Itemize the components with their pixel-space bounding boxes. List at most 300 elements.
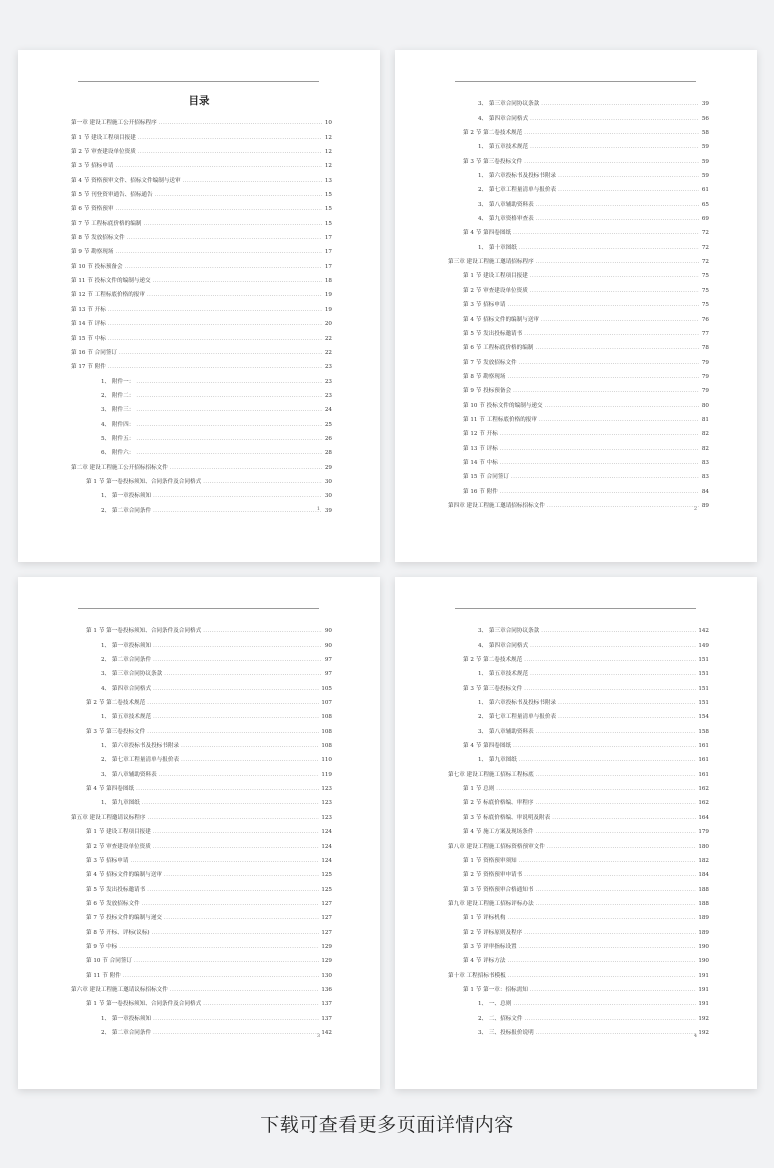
toc-entry[interactable] <box>448 480 709 494</box>
toc-entry-label: 第 3 节 资格预审合格通知书 <box>463 886 534 893</box>
toc-entry[interactable] <box>71 356 332 370</box>
toc-entry-label: 第 2 节 标底价格编、审程序 <box>463 800 534 807</box>
toc-entry-page: 82 <box>701 445 709 452</box>
toc-entry[interactable] <box>448 864 709 878</box>
toc-entry-label: 第 1 节 总则 <box>463 786 495 793</box>
toc-entry-label: 第 2 节 审查建设单位资质 <box>86 843 151 850</box>
toc-entry[interactable] <box>71 241 332 255</box>
toc-entry-label: 第八章 建设工程施工招标资格预审文件 <box>448 843 545 850</box>
toc-entry-label: 6、 附件六： <box>101 450 135 457</box>
toc-dot-leader <box>164 872 319 878</box>
toc-entry-label: 第 12 节 开标 <box>463 431 498 438</box>
toc-entry[interactable] <box>71 141 332 155</box>
toc-dot-leader <box>508 973 697 979</box>
toc-title: 目录 <box>188 95 210 107</box>
toc-entry-label: 第 2 节 审查建设单位资质 <box>463 287 528 294</box>
toc-entry[interactable] <box>448 179 709 193</box>
toc-dot-leader <box>536 901 697 907</box>
toc-entry[interactable] <box>71 499 332 513</box>
toc-entry[interactable] <box>71 950 332 964</box>
toc-entry-page: 59 <box>701 144 709 151</box>
toc-dot-leader <box>535 829 696 835</box>
toc-entry-page: 18 <box>324 278 332 285</box>
toc-entry[interactable] <box>448 907 709 921</box>
toc-entry-page: 24 <box>324 407 332 414</box>
toc-entry[interactable] <box>71 413 332 427</box>
toc-dot-leader <box>500 489 699 495</box>
toc-entry[interactable] <box>71 1022 332 1036</box>
toc-dot-leader <box>203 628 322 634</box>
toc-entry-label: 4、 第四章合同格式 <box>101 685 152 692</box>
toc-dot-leader <box>164 671 322 677</box>
toc-entry[interactable] <box>71 921 332 935</box>
toc-entry[interactable] <box>71 471 332 485</box>
toc-entry-page: 22 <box>324 335 332 342</box>
toc-entry[interactable] <box>448 150 709 164</box>
toc-entry[interactable] <box>448 806 709 820</box>
toc-entry-label: 第 4 节 第四卷图纸 <box>463 743 512 750</box>
toc-dot-leader <box>143 221 322 227</box>
toc-entry[interactable] <box>71 270 332 284</box>
toc-entry-label: 3、 第三章合同协议条款 <box>478 628 540 635</box>
toc-entry[interactable] <box>71 706 332 720</box>
toc-dot-leader <box>530 643 696 649</box>
toc-entry[interactable] <box>448 792 709 806</box>
toc-dot-leader <box>203 1001 319 1007</box>
toc-entry[interactable] <box>448 165 709 179</box>
toc-entry-label: 1、 第六章投标书及投标书附录 <box>478 700 557 707</box>
document-page <box>395 50 757 562</box>
toc-entry-page: 184 <box>698 872 709 879</box>
toc-dot-leader <box>524 872 696 878</box>
toc-entry[interactable] <box>71 485 332 499</box>
toc-entry-page: 136 <box>321 986 332 993</box>
toc-entry[interactable] <box>71 428 332 442</box>
toc-entry[interactable] <box>448 208 709 222</box>
toc-entry-label: 1、 第六章投标书及投标书附录 <box>101 743 180 750</box>
toc-entry-label: 第 4 节 招标文件的编制与送审 <box>463 316 540 323</box>
toc-entry[interactable] <box>448 394 709 408</box>
toc-entry[interactable] <box>448 251 709 265</box>
toc-entry[interactable] <box>71 634 332 648</box>
toc-entry-page: 12 <box>324 163 332 170</box>
toc-entry[interactable] <box>448 122 709 136</box>
toc-entry-label: 1、 第九章图纸 <box>478 757 517 764</box>
toc-entry[interactable] <box>448 437 709 451</box>
toc-entry[interactable] <box>448 279 709 293</box>
toc-entry[interactable] <box>71 284 332 298</box>
toc-entry-label: 4、 第九章资格审查表 <box>478 216 534 223</box>
toc-list <box>448 93 709 509</box>
toc-entry[interactable] <box>71 993 332 1007</box>
toc-entry[interactable] <box>448 1007 709 1021</box>
toc-entry-page: 107 <box>321 700 332 707</box>
toc-dot-leader <box>119 944 319 950</box>
toc-entry[interactable] <box>71 212 332 226</box>
toc-entry-page: 22 <box>324 349 332 356</box>
toc-entry[interactable] <box>448 93 709 107</box>
toc-entry[interactable] <box>448 893 709 907</box>
toc-dot-leader <box>535 800 696 806</box>
toc-entry[interactable] <box>448 236 709 250</box>
toc-dot-leader <box>159 772 320 778</box>
toc-dot-leader <box>536 772 697 778</box>
toc-entry[interactable] <box>448 720 709 734</box>
toc-entry-page: 110 <box>321 757 332 764</box>
toc-entry[interactable] <box>448 634 709 648</box>
toc-entry-label: 第 1 节 建设工程项目报建 <box>463 273 528 280</box>
toc-entry[interactable] <box>71 456 332 470</box>
toc-entry[interactable] <box>71 442 332 456</box>
toc-dot-leader <box>152 930 320 936</box>
toc-dot-leader <box>134 958 319 964</box>
toc-entry[interactable] <box>71 835 332 849</box>
toc-entry-label: 第二章 建设工程施工公开招标招标文件 <box>71 464 168 471</box>
toc-entry[interactable] <box>448 835 709 849</box>
toc-entry-page: 90 <box>324 628 332 635</box>
toc-entry[interactable] <box>71 184 332 198</box>
toc-entry-label: 2、 第二章合同条件 <box>101 657 152 664</box>
toc-dot-leader <box>153 714 319 720</box>
toc-entry[interactable] <box>448 964 709 978</box>
toc-entry-page: 19 <box>324 292 332 299</box>
toc-entry[interactable] <box>448 979 709 993</box>
toc-entry-page: 78 <box>701 345 709 352</box>
toc-entry-page: 29 <box>324 464 332 471</box>
toc-entry[interactable] <box>448 337 709 351</box>
toc-entry[interactable] <box>448 620 709 634</box>
toc-entry[interactable] <box>448 409 709 423</box>
toc-entry-label: 第 3 节 第三卷投标文件 <box>86 728 146 735</box>
toc-entry[interactable] <box>71 964 332 978</box>
toc-entry-page: 75 <box>701 287 709 294</box>
toc-entry[interactable] <box>448 763 709 777</box>
toc-entry-label: 第 1 节 资格预审须知 <box>463 857 517 864</box>
toc-dot-leader <box>558 173 699 179</box>
toc-entry[interactable] <box>448 649 709 663</box>
toc-dot-leader <box>541 628 696 634</box>
toc-entry-page: 108 <box>321 743 332 750</box>
toc-dot-leader <box>536 1030 697 1036</box>
toc-entry-label: 第 1 节 建设工程项目报建 <box>86 829 151 836</box>
toc-entry-page: 97 <box>324 657 332 664</box>
toc-entry-page: 75 <box>701 273 709 280</box>
toc-entry-label: 2、 第七章工程量清单与报价表 <box>478 187 557 194</box>
toc-dot-leader <box>513 388 699 394</box>
toc-entry-page: 83 <box>701 459 709 466</box>
toc-entry[interactable] <box>71 227 332 241</box>
toc-entry-page: 72 <box>701 244 709 251</box>
toc-dot-leader <box>153 493 322 499</box>
toc-entry-label: 第 9 节 中标 <box>86 943 118 950</box>
toc-entry-page: 65 <box>701 201 709 208</box>
toc-dot-leader <box>115 249 322 255</box>
toc-entry[interactable] <box>71 255 332 269</box>
toc-entry-page: 23 <box>324 364 332 371</box>
toc-entry-label: 第九章 建设工程施工招标评标办法 <box>448 900 534 907</box>
toc-entry-label: 4、 附件四： <box>101 421 135 428</box>
toc-entry[interactable] <box>448 778 709 792</box>
toc-entry[interactable] <box>71 169 332 183</box>
toc-entry[interactable] <box>71 327 332 341</box>
toc-entry-label: 1、 第一章投标须知 <box>101 642 152 649</box>
toc-dot-leader <box>136 786 319 792</box>
toc-entry[interactable] <box>71 649 332 663</box>
toc-entry-label: 第 5 节 刊登资审通告、招标通告 <box>71 192 153 199</box>
toc-entry[interactable] <box>71 198 332 212</box>
toc-entry-label: 2、 二、招标文件 <box>478 1015 523 1022</box>
toc-entry-label: 第 5 节 发出投标邀请书 <box>463 330 523 337</box>
toc-dot-leader <box>511 474 699 480</box>
toc-entry[interactable] <box>71 663 332 677</box>
toc-entry-page: 180 <box>698 843 709 850</box>
toc-entry[interactable] <box>448 850 709 864</box>
toc-dot-leader <box>524 130 699 136</box>
toc-dot-leader <box>147 700 319 706</box>
toc-entry[interactable] <box>71 778 332 792</box>
toc-dot-leader <box>558 187 699 193</box>
toc-entry[interactable] <box>448 663 709 677</box>
toc-entry[interactable] <box>448 308 709 322</box>
toc-entry[interactable] <box>71 735 332 749</box>
toc-entry[interactable] <box>71 792 332 806</box>
page-number: 1 <box>316 506 320 512</box>
toc-entry[interactable] <box>71 112 332 126</box>
toc-dot-leader <box>536 202 699 208</box>
toc-entry-label: 第 7 节 发放招标文件 <box>463 359 517 366</box>
toc-entry-label: 第 1 节 第一卷投标须知、合同条件及合同格式 <box>86 628 202 635</box>
toc-entry[interactable] <box>448 921 709 935</box>
toc-entry[interactable] <box>71 936 332 950</box>
toc-entry-page: 151 <box>698 671 709 678</box>
toc-entry[interactable] <box>71 313 332 327</box>
toc-entry[interactable] <box>448 706 709 720</box>
toc-entry[interactable] <box>71 1007 332 1021</box>
toc-entry-label: 第 9 节 投标预备会 <box>463 388 512 395</box>
toc-dot-leader <box>153 657 322 663</box>
toc-entry-label: 第一章 建设工程施工公开招标程序 <box>71 120 157 127</box>
toc-dot-leader <box>147 292 322 298</box>
toc-entry[interactable] <box>448 366 709 380</box>
toc-entry[interactable] <box>71 126 332 140</box>
toc-entry-page: 108 <box>321 714 332 721</box>
toc-dot-leader <box>123 973 319 979</box>
toc-entry[interactable] <box>448 265 709 279</box>
toc-entry[interactable] <box>71 979 332 993</box>
toc-dot-leader <box>558 714 696 720</box>
toc-entry-page: 72 <box>701 230 709 237</box>
toc-entry[interactable] <box>71 806 332 820</box>
toc-dot-leader <box>108 321 322 327</box>
toc-dot-leader <box>552 815 696 821</box>
toc-dot-leader <box>500 431 699 437</box>
toc-entry-page: 79 <box>701 359 709 366</box>
toc-entry[interactable] <box>448 950 709 964</box>
toc-entry-page: 20 <box>324 321 332 328</box>
toc-entry-page: 188 <box>698 900 709 907</box>
toc-dot-leader <box>127 235 322 241</box>
toc-entry-page: 30 <box>324 493 332 500</box>
toc-entry-label: 第 11 节 投标文件的编制与递交 <box>71 278 151 285</box>
toc-dot-leader <box>136 379 322 385</box>
toc-entry-page: 82 <box>701 431 709 438</box>
toc-dot-leader <box>142 901 320 907</box>
toc-entry[interactable] <box>71 370 332 384</box>
toc-entry-page: 25 <box>324 421 332 428</box>
toc-dot-leader <box>500 446 699 452</box>
toc-entry-label: 第 13 节 评标 <box>463 445 498 452</box>
toc-entry-page: 123 <box>321 814 332 821</box>
toc-entry[interactable] <box>448 351 709 365</box>
toc-entry[interactable] <box>448 735 709 749</box>
toc-dot-leader <box>153 1030 319 1036</box>
toc-entry[interactable] <box>71 749 332 763</box>
toc-entry[interactable] <box>71 907 332 921</box>
toc-dot-leader <box>148 815 320 821</box>
toc-entry-label: 4、 第四章合同格式 <box>478 115 529 122</box>
toc-entry-page: 23 <box>324 378 332 385</box>
download-caption: 下载可查看更多页面详情内容 <box>260 1114 514 1136</box>
toc-entry[interactable] <box>448 136 709 150</box>
toc-entry-label: 第 13 节 开标 <box>71 306 106 313</box>
toc-entry[interactable] <box>71 620 332 634</box>
toc-list <box>448 620 709 1036</box>
toc-dot-leader <box>153 278 322 284</box>
toc-dot-leader <box>170 465 322 471</box>
toc-dot-leader <box>136 436 322 442</box>
toc-entry-page: 56 <box>701 115 709 122</box>
toc-entry[interactable] <box>71 893 332 907</box>
toc-dot-leader <box>125 264 322 270</box>
toc-entry[interactable] <box>448 692 709 706</box>
toc-entry[interactable] <box>448 1022 709 1036</box>
toc-entry-label: 第 3 节 招标申请 <box>71 163 114 170</box>
toc-entry-label: 2、 第二章合同条件 <box>101 1029 152 1036</box>
toc-dot-leader <box>507 915 696 921</box>
toc-entry[interactable] <box>71 864 332 878</box>
toc-entry-label: 第 4 节 招标文件的编制与送审 <box>86 872 163 879</box>
toc-entry-label: 第十章 工程招标书模板 <box>448 972 506 979</box>
toc-dot-leader <box>147 729 319 735</box>
toc-dot-leader <box>535 345 699 351</box>
toc-entry-page: 151 <box>698 700 709 707</box>
toc-entry-page: 61 <box>701 187 709 194</box>
toc-entry[interactable] <box>71 298 332 312</box>
toc-entry[interactable] <box>448 107 709 121</box>
toc-entry[interactable] <box>71 692 332 706</box>
toc-dot-leader <box>147 887 319 893</box>
toc-entry-page: 142 <box>321 1029 332 1036</box>
toc-entry[interactable] <box>448 677 709 691</box>
toc-entry-page: 192 <box>698 1029 709 1036</box>
toc-entry[interactable] <box>448 452 709 466</box>
toc-entry[interactable] <box>448 380 709 394</box>
toc-entry[interactable] <box>448 495 709 509</box>
toc-entry-page: 23 <box>324 392 332 399</box>
toc-entry-label: 第 4 节 第四卷图纸 <box>86 786 135 793</box>
toc-entry[interactable] <box>448 936 709 950</box>
toc-entry-page: 190 <box>698 943 709 950</box>
toc-entry-page: 191 <box>698 1001 709 1008</box>
toc-entry[interactable] <box>448 749 709 763</box>
toc-entry-label: 第 16 节 附件 <box>463 488 498 495</box>
toc-dot-leader <box>159 120 322 126</box>
toc-entry-page: 72 <box>701 259 709 266</box>
toc-dot-leader <box>108 364 322 370</box>
toc-entry[interactable] <box>71 155 332 169</box>
toc-entry-page: 125 <box>321 872 332 879</box>
toc-entry-page: 123 <box>321 800 332 807</box>
toc-entry[interactable] <box>71 821 332 835</box>
toc-entry-page: 17 <box>324 249 332 256</box>
toc-entry-page: 124 <box>321 857 332 864</box>
toc-entry-page: 17 <box>324 263 332 270</box>
document-page <box>18 50 380 562</box>
toc-entry[interactable] <box>71 850 332 864</box>
toc-entry-label: 3、 第八章辅助资料表 <box>478 728 534 735</box>
toc-entry[interactable] <box>71 677 332 691</box>
toc-entry-label: 第六章 建设工程施工邀请议标招标文件 <box>71 986 168 993</box>
toc-entry-label: 4、 第四章合同格式 <box>478 642 529 649</box>
toc-dot-leader <box>138 135 322 141</box>
toc-entry-label: 第 3 节 评审指标设置 <box>463 943 517 950</box>
toc-dot-leader <box>513 1001 696 1007</box>
toc-entry[interactable] <box>448 821 709 835</box>
toc-entry-page: 190 <box>698 958 709 965</box>
toc-dot-leader <box>507 302 699 308</box>
toc-entry[interactable] <box>448 294 709 308</box>
toc-entry-label: 第三章 建设工程施工邀请招标程序 <box>448 259 534 266</box>
toc-entry[interactable] <box>448 222 709 236</box>
toc-dot-leader <box>507 374 699 380</box>
toc-entry[interactable] <box>71 878 332 892</box>
toc-entry[interactable] <box>448 993 709 1007</box>
page-number: 3 <box>316 1033 320 1039</box>
toc-entry[interactable] <box>71 763 332 777</box>
toc-entry-label: 第 1 节 第一卷投标须知、合同条件及合同格式 <box>86 478 202 485</box>
toc-entry[interactable] <box>448 423 709 437</box>
toc-entry-page: 129 <box>321 958 332 965</box>
toc-entry-page: 191 <box>698 986 709 993</box>
toc-entry[interactable] <box>448 878 709 892</box>
header-rule <box>455 81 696 82</box>
toc-entry-page: 108 <box>321 728 332 735</box>
toc-entry-page: 179 <box>698 829 709 836</box>
page-number: 2 <box>693 506 697 512</box>
toc-dot-leader <box>108 336 322 342</box>
toc-entry[interactable] <box>448 466 709 480</box>
toc-entry-label: 第 2 节 第二卷技术规范 <box>86 700 146 707</box>
toc-entry[interactable] <box>448 193 709 207</box>
toc-entry-page: 124 <box>321 843 332 850</box>
toc-entry-page: 90 <box>324 642 332 649</box>
toc-dot-leader <box>153 829 319 835</box>
toc-entry[interactable] <box>71 720 332 734</box>
toc-entry-page: 127 <box>321 915 332 922</box>
toc-entry[interactable] <box>71 385 332 399</box>
header-rule <box>78 608 319 609</box>
document-page <box>395 577 757 1089</box>
toc-entry[interactable] <box>448 323 709 337</box>
toc-entry-label: 第 14 节 评标 <box>71 321 106 328</box>
toc-entry-page: 26 <box>324 435 332 442</box>
toc-dot-leader <box>525 1016 697 1022</box>
toc-entry-label: 第四章 建设工程施工邀请招标招标文件 <box>448 502 545 509</box>
toc-entry-label: 第 9 节 勘察现场 <box>71 249 114 256</box>
toc-entry[interactable] <box>71 342 332 356</box>
toc-entry[interactable] <box>71 399 332 413</box>
toc-entry-label: 第 8 节 发放招标文件 <box>71 235 125 242</box>
